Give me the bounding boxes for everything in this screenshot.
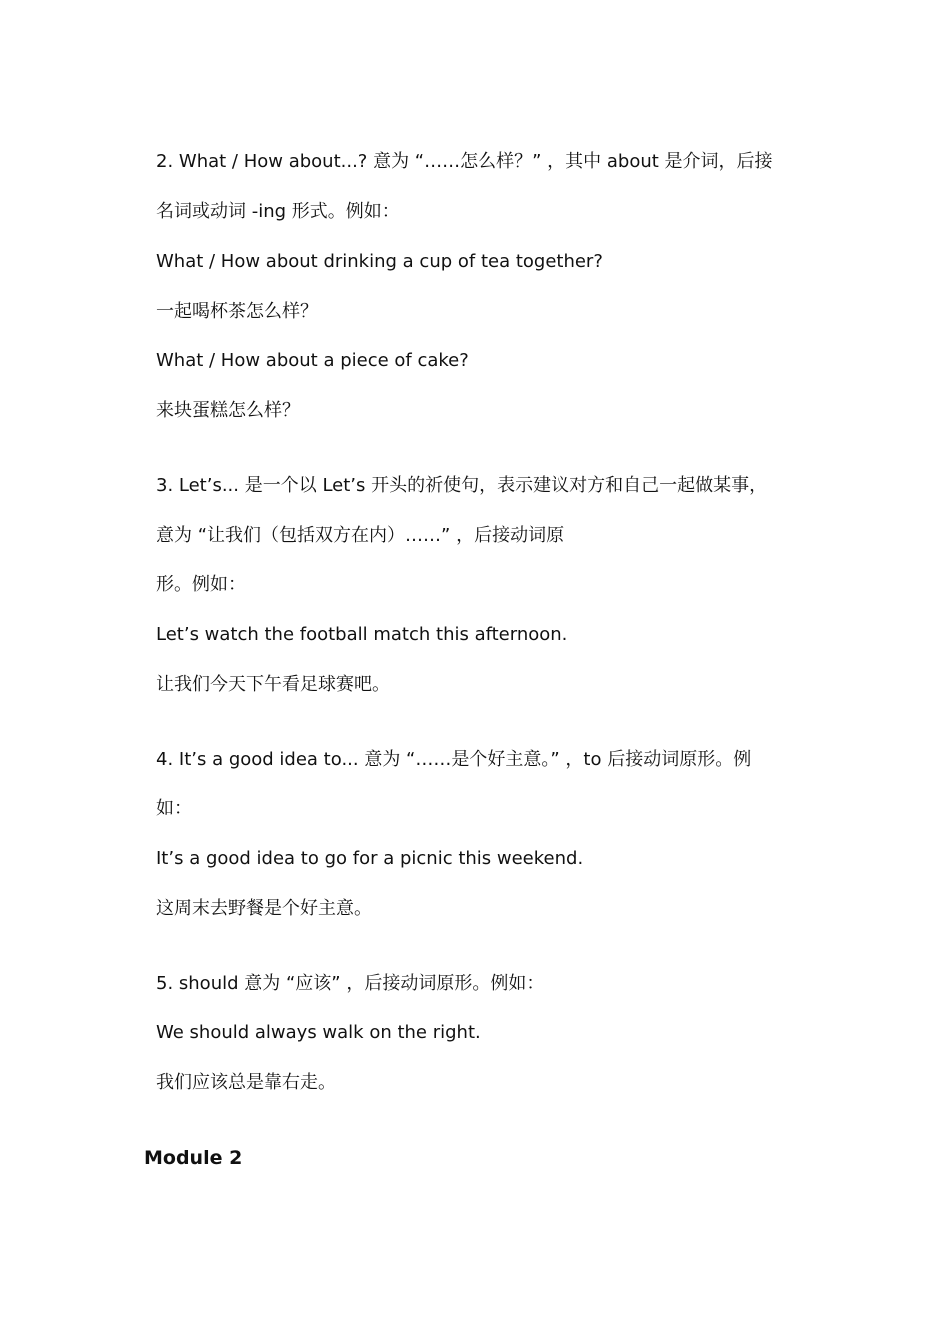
section-2-example-2-english: What / How about a piece of cake?: [156, 350, 469, 371]
section-2-rule-line-1: 2. What / How about...? 意为 “……怎么样？” ，其中 about 是介词，后接: [156, 151, 773, 172]
section-3-rule-line-1: 3. Let’s... 是一个以 Let’s 开头的祈使句，表示建议对方和自己一起做某事，: [156, 475, 768, 496]
section-3-rule-line-2: 意为 “让我们（包括双方在内）……” ，后接动词原: [156, 525, 565, 546]
section-5-example-english: We should always walk on the right.: [156, 1022, 481, 1043]
section-5-rule-line: 5. should 意为 “应该” ，后接动词原形。例如：: [156, 973, 545, 994]
section-2-example-1-english: What / How about drinking a cup of tea together?: [156, 251, 603, 272]
module-heading: Module 2: [144, 1147, 243, 1169]
section-5-example-chinese: 我们应该总是靠右走。: [156, 1072, 336, 1093]
section-4-example-chinese: 这周末去野餐是个好主意。: [156, 898, 372, 919]
section-3-example-chinese: 让我们今天下午看足球赛吧。: [156, 674, 390, 695]
section-3-example-english: Let’s watch the football match this afternoon.: [156, 624, 568, 645]
section-3-rule-line-3: 形。例如：: [156, 574, 246, 595]
section-2-example-2-chinese: 来块蛋糕怎么样？: [156, 400, 300, 421]
section-4-example-english: It’s a good idea to go for a picnic this weekend.: [156, 848, 584, 869]
section-4-rule-line-2: 如：: [156, 798, 192, 819]
section-4-rule-line-1: 4. It’s a good idea to... 意为 “……是个好主意。” ，to 后接动词原形。例: [156, 749, 752, 770]
section-2-rule-line-2: 名词或动词 -ing 形式。例如：: [156, 201, 400, 222]
section-2-example-1-chinese: 一起喝杯茶怎么样？: [156, 301, 318, 322]
